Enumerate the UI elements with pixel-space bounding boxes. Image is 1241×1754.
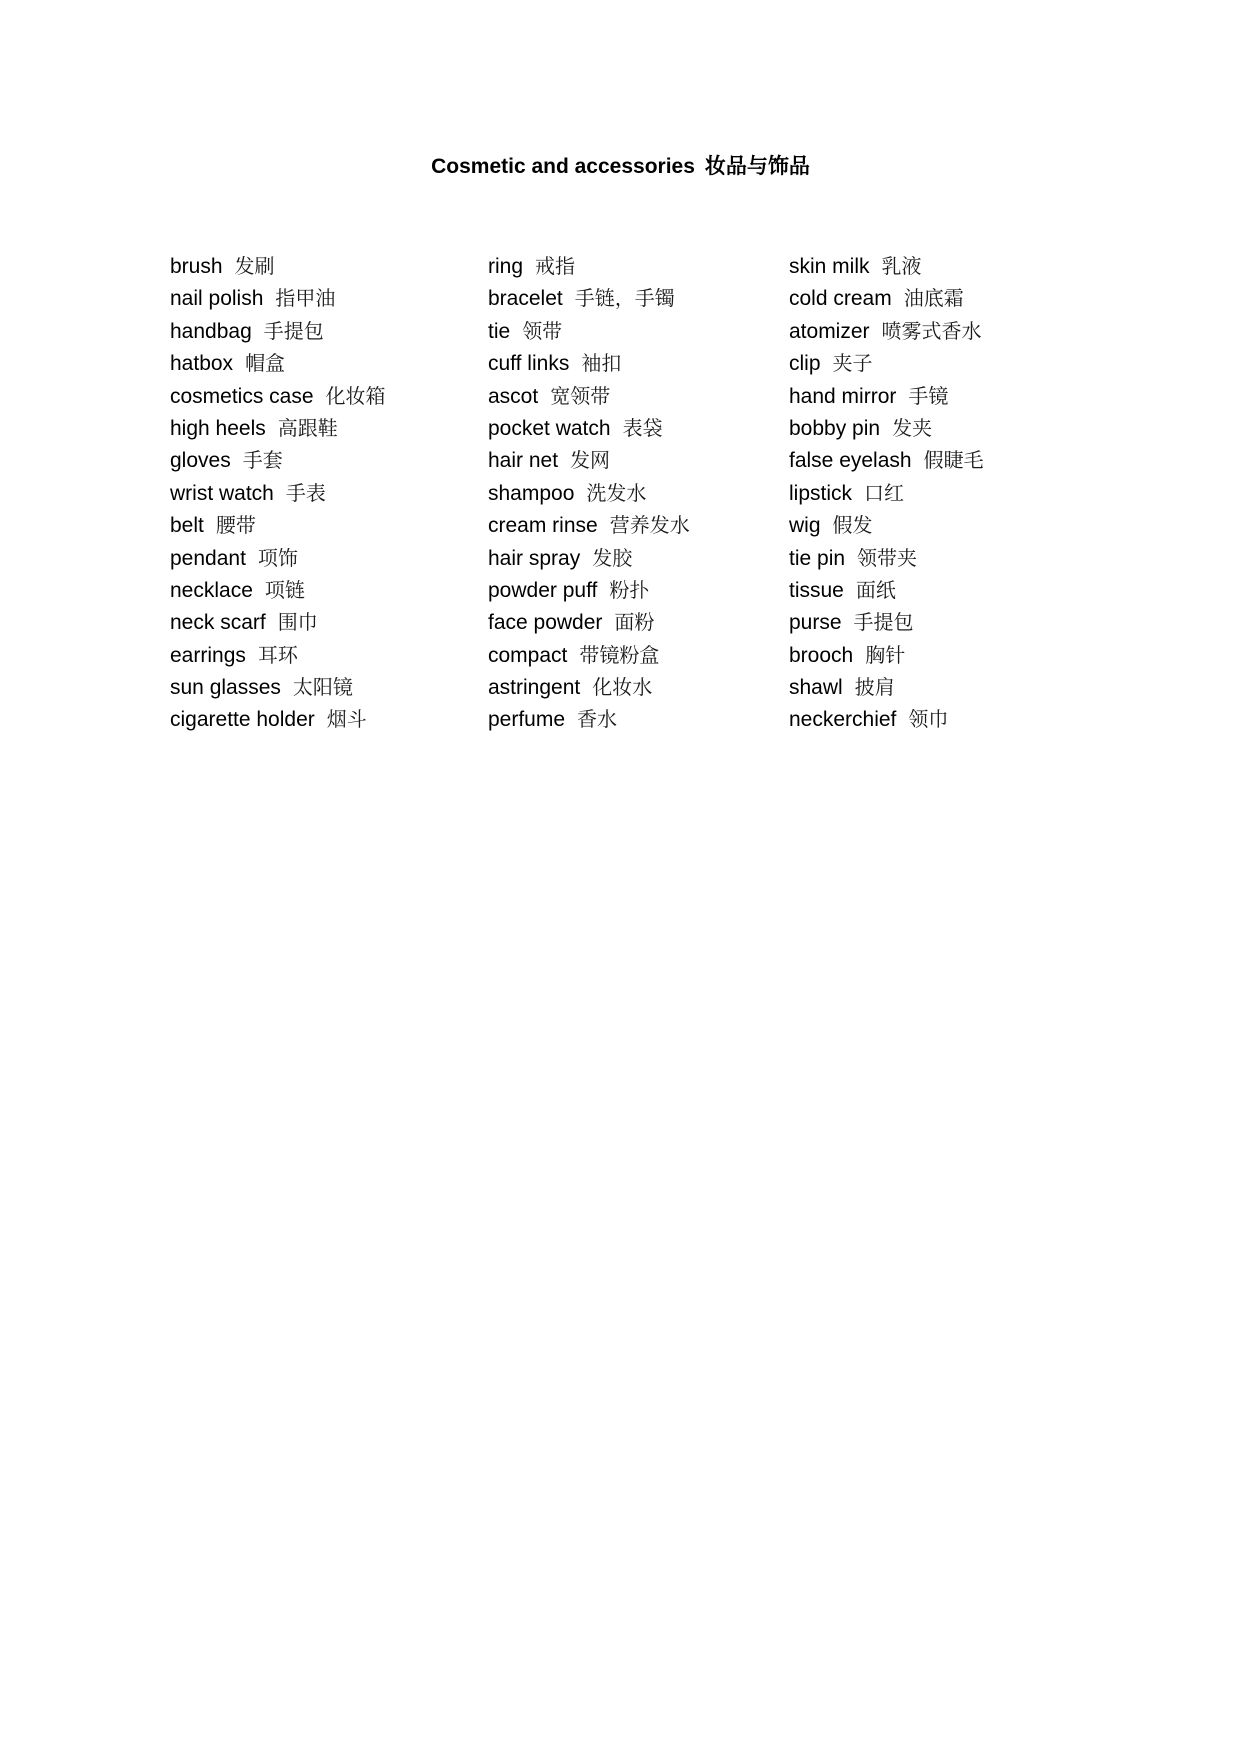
- vocab-entry: [170, 671, 470, 703]
- vocab-term-en: sun glasses: [170, 676, 281, 700]
- vocab-term-zh: 腰带: [215, 513, 256, 538]
- vocab-term-zh: 发胶: [592, 545, 633, 570]
- vocab-entry: [170, 250, 470, 282]
- page-title-en: Cosmetic and accessories: [431, 155, 695, 178]
- vocab-term-en: belt: [170, 514, 204, 538]
- vocab-term-en: hair spray: [488, 546, 581, 570]
- vocab-entry: [170, 444, 470, 476]
- vocab-term-zh: 戒指: [535, 254, 576, 278]
- vocab-term-en: high heels: [170, 416, 266, 440]
- vocab-entry: [488, 671, 788, 703]
- vocab-term-zh: 围巾: [277, 610, 318, 635]
- vocab-term-zh: 帽盒: [245, 351, 286, 376]
- vocab-term-en: compact: [488, 643, 568, 667]
- page-title-zh: 妆品与饰品: [704, 154, 810, 178]
- vocab-term-en: ring: [488, 255, 524, 278]
- vocab-term-zh: 营养发水: [609, 513, 690, 538]
- vocab-term-en: hair net: [488, 449, 559, 473]
- vocab-term-en: handbag: [170, 319, 252, 343]
- vocab-entry: [170, 315, 470, 347]
- vocab-term-zh: 乳液: [881, 254, 922, 278]
- vocab-term-en: pendant: [170, 546, 246, 570]
- vocab-term-zh: 粉扑: [609, 577, 650, 602]
- vocab-entry: [789, 444, 1089, 476]
- vocab-entry: [789, 250, 1089, 282]
- vocab-term-zh: 喷雾式香水: [881, 318, 982, 343]
- vocab-term-zh: 指甲油: [275, 286, 336, 311]
- vocab-term-zh: 表袋: [622, 415, 663, 440]
- vocab-term-zh: 胸针: [865, 642, 906, 667]
- vocab-term-zh: 手提包: [263, 318, 324, 343]
- vocab-term-en: tissue: [789, 578, 844, 602]
- vocab-entry: [488, 380, 788, 412]
- vocab-entry: [488, 412, 788, 444]
- vocab-term-en: powder puff: [488, 578, 598, 602]
- vocab-term-zh: 化妆水: [592, 675, 653, 700]
- vocab-term-zh: 面纸: [855, 577, 896, 602]
- vocab-term-en: brooch: [789, 643, 854, 667]
- vocab-term-zh: 化妆箱: [325, 383, 386, 408]
- vocab-term-zh: 面粉: [614, 610, 655, 635]
- vocab-entry: [789, 509, 1089, 541]
- vocab-entry: [488, 509, 788, 541]
- vocab-term-en: bobby pin: [789, 416, 881, 440]
- vocab-entry: [488, 282, 788, 314]
- vocab-term-en: brush: [170, 255, 223, 278]
- vocab-entry: [789, 606, 1089, 638]
- vocab-term-en: earrings: [170, 643, 246, 667]
- vocab-term-zh: 假睫毛: [923, 448, 984, 473]
- vocab-entry: [789, 347, 1089, 379]
- vocab-column-2: [488, 250, 788, 736]
- vocab-entry: [170, 509, 470, 541]
- vocab-term-zh: 发网: [570, 448, 611, 473]
- vocab-term-zh: 太阳镜: [292, 675, 353, 700]
- vocab-term-en: ascot: [488, 384, 539, 408]
- vocab-entry: [488, 444, 788, 476]
- vocab-term-zh: 洗发水: [586, 480, 647, 505]
- vocab-entry: [488, 703, 788, 735]
- vocab-column-1: [170, 250, 470, 736]
- vocab-term-en: neckerchief: [789, 708, 897, 732]
- vocab-term-en: wig: [789, 514, 821, 538]
- vocab-term-en: wrist watch: [170, 481, 274, 505]
- vocab-term-en: shampoo: [488, 481, 575, 505]
- vocab-term-zh: 手套: [242, 448, 283, 473]
- vocab-entry: [789, 639, 1089, 671]
- vocab-entry: [170, 380, 470, 412]
- vocab-term-en: bracelet: [488, 287, 563, 311]
- vocab-term-en: nail polish: [170, 287, 264, 311]
- vocab-term-en: false eyelash: [789, 449, 912, 473]
- vocab-term-zh: 香水: [577, 707, 618, 732]
- vocab-entry: [170, 639, 470, 671]
- vocab-term-en: perfume: [488, 708, 566, 732]
- vocab-term-zh: 领巾: [908, 707, 949, 732]
- vocab-term-en: hand mirror: [789, 384, 897, 408]
- vocab-term-en: cream rinse: [488, 514, 598, 538]
- vocab-term-en: astringent: [488, 676, 581, 700]
- vocab-term-en: gloves: [170, 449, 231, 473]
- vocab-term-en: pocket watch: [488, 416, 611, 440]
- vocab-entry: [789, 574, 1089, 606]
- vocab-term-zh: 披肩: [854, 675, 895, 700]
- vocab-term-zh: 手链，手镯: [574, 286, 675, 311]
- vocab-term-zh: 手表: [285, 480, 326, 505]
- vocab-term-zh: 口红: [864, 480, 905, 505]
- vocab-term-en: neck scarf: [170, 611, 266, 635]
- vocab-entry: [170, 412, 470, 444]
- vocab-term-zh: 假发: [832, 513, 873, 538]
- vocab-term-en: clip: [789, 352, 821, 376]
- vocab-term-en: hatbox: [170, 352, 234, 376]
- vocab-entry: [488, 347, 788, 379]
- vocab-entry: [170, 574, 470, 606]
- vocab-term-zh: 发刷: [234, 254, 275, 278]
- vocab-term-zh: 手镜: [908, 383, 949, 408]
- vocab-entry: [488, 477, 788, 509]
- vocab-term-en: purse: [789, 611, 842, 635]
- vocab-term-zh: 油底霜: [903, 286, 964, 311]
- vocab-term-zh: 项链: [264, 577, 305, 602]
- vocab-term-en: necklace: [170, 578, 253, 602]
- vocab-entry: [789, 703, 1089, 735]
- vocab-entry: [170, 477, 470, 509]
- vocab-entry: [488, 542, 788, 574]
- vocab-term-en: lipstick: [789, 481, 853, 505]
- vocab-term-en: skin milk: [789, 255, 870, 278]
- vocab-entry: [170, 606, 470, 638]
- vocab-term-zh: 夹子: [832, 351, 873, 376]
- vocab-term-en: tie: [488, 319, 511, 343]
- vocab-term-en: shawl: [789, 676, 843, 700]
- vocab-term-zh: 领带夹: [857, 545, 918, 570]
- page-title: [0, 151, 1241, 182]
- vocab-column-3: [789, 250, 1089, 736]
- vocab-entry: [488, 606, 788, 638]
- vocab-entry: [789, 315, 1089, 347]
- vocab-term-zh: 带镜粉盒: [579, 642, 660, 667]
- vocab-entry: [488, 315, 788, 347]
- vocab-entry: [488, 574, 788, 606]
- vocab-term-en: cigarette holder: [170, 708, 315, 732]
- vocab-term-en: tie pin: [789, 546, 846, 570]
- vocab-entry: [789, 380, 1089, 412]
- vocab-term-en: cold cream: [789, 287, 892, 311]
- vocab-entry: [488, 639, 788, 671]
- vocab-entry: [789, 282, 1089, 314]
- vocab-term-zh: 烟斗: [326, 707, 367, 732]
- vocab-term-zh: 手提包: [853, 610, 914, 635]
- vocab-entry: [170, 542, 470, 574]
- vocab-entry: [170, 347, 470, 379]
- vocab-entry: [170, 282, 470, 314]
- vocab-term-en: face powder: [488, 611, 603, 635]
- vocab-term-zh: 宽领带: [550, 383, 611, 408]
- vocab-term-zh: 发夹: [892, 415, 933, 440]
- vocab-term-en: cosmetics case: [170, 384, 314, 408]
- vocab-term-en: cuff links: [488, 352, 570, 376]
- vocab-term-zh: 高跟鞋: [277, 415, 338, 440]
- vocab-term-zh: 耳环: [257, 642, 298, 667]
- vocab-entry: [170, 703, 470, 735]
- vocab-term-zh: 项饰: [257, 545, 298, 570]
- vocab-entry: [789, 412, 1089, 444]
- vocab-entry: [789, 477, 1089, 509]
- vocab-term-zh: 袖扣: [581, 351, 622, 376]
- vocab-entry: [789, 542, 1089, 574]
- vocab-term-en: atomizer: [789, 319, 870, 343]
- vocab-entry: [789, 671, 1089, 703]
- vocab-term-zh: 领带: [522, 318, 563, 343]
- vocab-entry: [488, 250, 788, 282]
